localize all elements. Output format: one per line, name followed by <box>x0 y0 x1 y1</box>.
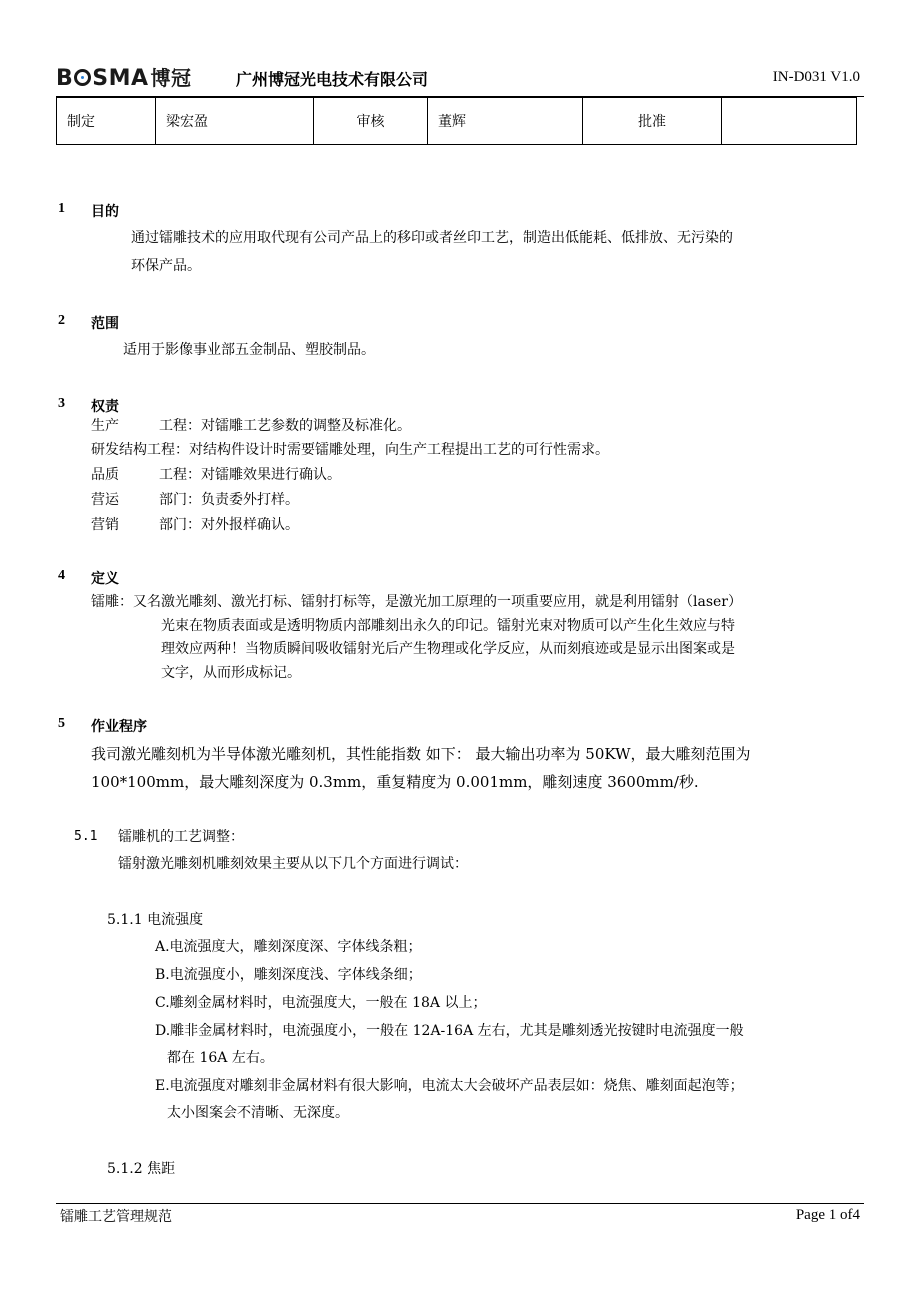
section-1-title: 目的 <box>91 204 119 220</box>
subsection-5-1-line: 镭射激光雕刻机雕刻效果主要从以下几个方面进行调试： <box>118 856 468 872</box>
document-number: IN-D031 V1.0 <box>772 69 860 85</box>
subsection-5-1-title: 镭雕机的工艺调整： <box>118 829 244 845</box>
approve-value <box>722 98 857 145</box>
section-3-title: 权责 <box>91 399 119 415</box>
section-4-title: 定义 <box>91 571 119 587</box>
approve-label: 批准 <box>583 98 722 145</box>
section-4-number: 4 <box>58 568 65 583</box>
section-5-title: 作业程序 <box>91 719 147 735</box>
approval-table <box>56 97 857 145</box>
section-1-line-2: 环保产品。 <box>131 258 201 274</box>
section-2-number: 2 <box>58 313 65 328</box>
review-label: 审核 <box>314 98 428 145</box>
section-5-line-1: 我司激光雕刻机为半导体激光雕刻机，其性能指数 如下： 最大输出功率为 50KW，最大雕刻范围为 <box>91 745 751 763</box>
page-number: Page 1 of4 <box>795 1207 860 1223</box>
subsection-5-1-2-title: 5.1.2 焦距 <box>107 1161 176 1177</box>
item-e-line-1: E.电流强度对雕刻非金属材料有很大影响，电流太大会破坏产品表层如：烧焦、雕刻面起泡等； <box>155 1078 744 1094</box>
item-b: B.电流强度小，雕刻深度浅、字体线条细； <box>155 967 422 983</box>
section-1-line-1: 通过镭雕技术的应用取代现有公司产品上的移印或者丝印工艺，制造出低能耗、低排放、无污染的 <box>131 230 733 246</box>
item-a: A.电流强度大，雕刻深度深、字体线条粗； <box>155 939 422 955</box>
section-3-number: 3 <box>58 396 65 411</box>
made-label: 制定 <box>57 98 156 145</box>
section-4-line-3: 理效应两种！当物质瞬间吸收镭射光后产生物理或化学反应，从而刻痕迹或是显示出图案或是 <box>161 641 735 657</box>
section-2-title: 范围 <box>91 316 119 332</box>
duty-row: 品质 工程：对镭雕效果进行确认。 <box>91 467 341 483</box>
company-name: 广州博冠光电技术有限公司 <box>236 70 429 89</box>
duty-row: 研发结构工程：对结构件设计时需要镭雕处理，向生产工程提出工艺的可行性需求。 <box>91 442 609 458</box>
subsection-5-1-number: 5.1 <box>74 829 98 844</box>
item-d-line-1: D.雕非金属材料时，电流强度小，一般在 12A-16A 左右，尤其是雕刻透光按键时电流强度一般 <box>155 1023 744 1039</box>
item-c: C.雕刻金属材料时，电流强度大，一般在 18A 以上； <box>155 995 487 1011</box>
footer-title: 镭雕工艺管理规范 <box>60 1209 172 1225</box>
section-4-line-4: 文字，从而形成标记。 <box>161 665 301 681</box>
section-4-line-1: 镭雕：又名激光雕刻、激光打标、镭射打标等，是激光加工原理的一项重要应用，就是利用镭射（laser） <box>91 594 742 610</box>
logo-o-icon <box>74 69 91 86</box>
subsection-5-1-1-title: 5.1.1 电流强度 <box>107 912 204 928</box>
duty-row: 营运 部门：负责委外打样。 <box>91 492 299 508</box>
section-4-line-2: 光束在物质表面或是透明物质内部雕刻出永久的印记。镭射光束对物质可以产生化生效应与特 <box>161 618 735 634</box>
item-d-line-2: 都在 16A 左右。 <box>167 1050 274 1066</box>
company-logo: B SMA 博冠 <box>56 66 192 91</box>
section-2-line-1: 适用于影像事业部五金制品、塑胶制品。 <box>123 342 375 358</box>
footer-divider <box>56 1203 864 1204</box>
duty-row: 营销 部门：对外报样确认。 <box>91 517 299 533</box>
section-5-line-2: 100*100mm，最大雕刻深度为 0.3mm，重复精度为 0.001mm，雕刻速度 3600mm/秒. <box>91 773 699 791</box>
duty-row: 生产 工程：对镭雕工艺参数的调整及标准化。 <box>91 418 411 434</box>
made-value: 梁宏盈 <box>156 98 314 145</box>
item-e-line-2: 太小图案会不清晰、无深度。 <box>167 1105 349 1121</box>
section-1-number: 1 <box>58 201 65 216</box>
section-5-number: 5 <box>58 716 65 731</box>
review-value: 董辉 <box>428 98 583 145</box>
